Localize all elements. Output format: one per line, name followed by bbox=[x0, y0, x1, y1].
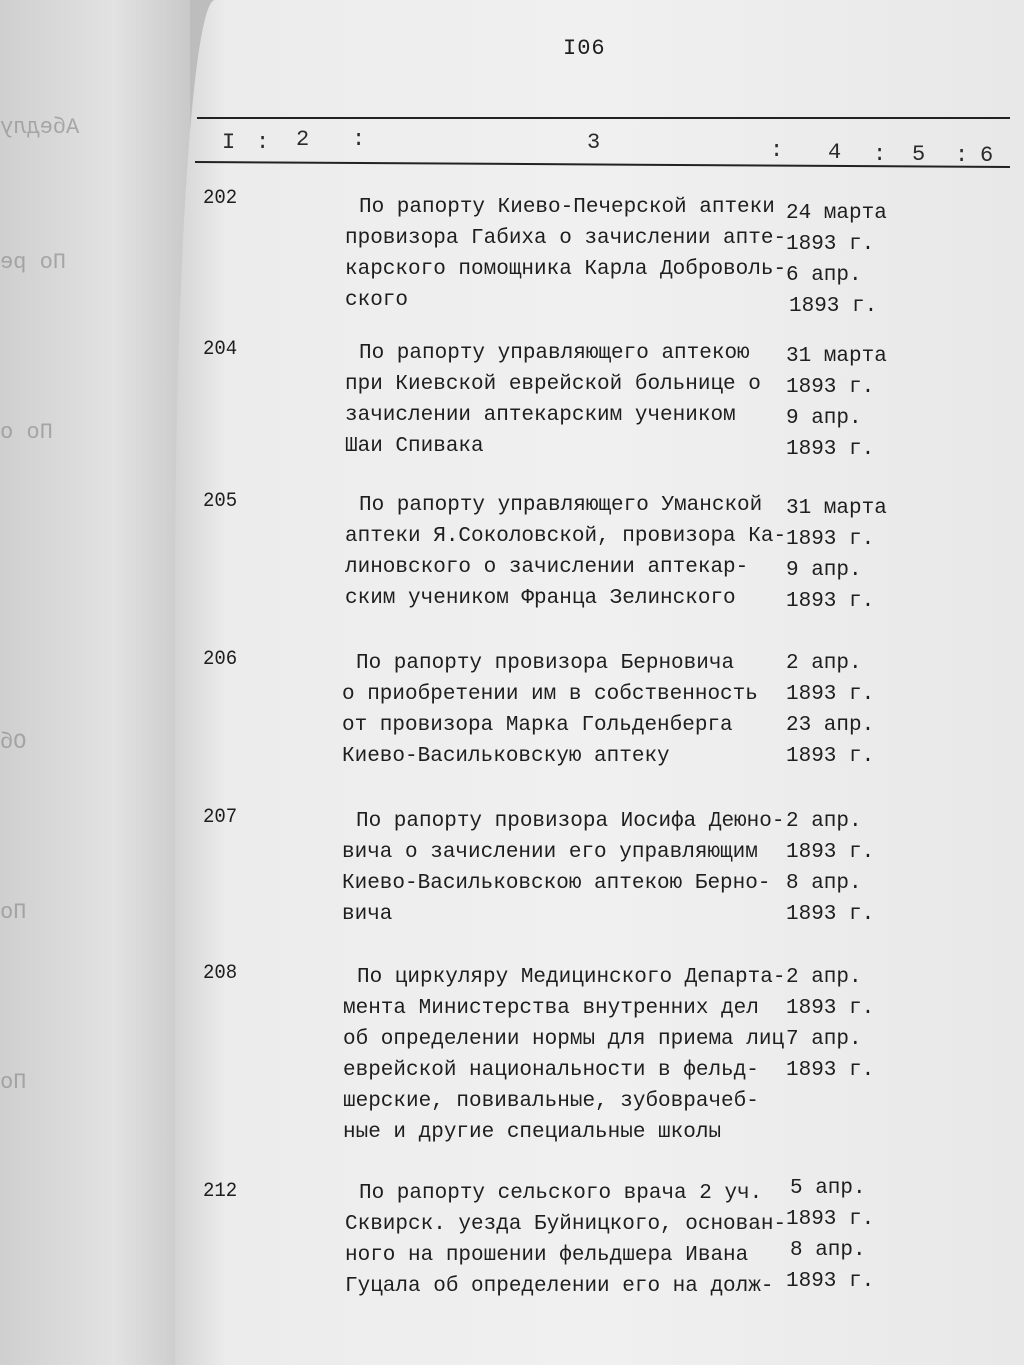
column-header-6: 6 bbox=[980, 143, 994, 168]
facing-page bbox=[0, 0, 190, 1365]
column-separator: : bbox=[955, 143, 969, 168]
entry-number: 205 bbox=[203, 490, 238, 513]
column-header-2: 2 bbox=[296, 127, 310, 152]
header-top-rule bbox=[197, 117, 1010, 119]
entry-description: По рапорту управляющего аптекою при Киевской еврейской больнице о зачислении аптекарским учеником Шаи Спивака bbox=[345, 342, 761, 458]
entry-number: 204 bbox=[203, 338, 238, 361]
bleed-through-text: По ре bbox=[0, 250, 67, 275]
column-header-4: 4 bbox=[828, 140, 842, 165]
entry-description: По рапорту Киево-Печерской аптеки провизора Габиха о зачислении апте- карского помощника Карла Доброволь- ского bbox=[345, 196, 787, 312]
entry-number: 202 bbox=[203, 187, 238, 210]
entry-description: По рапорту провизора Берновича о приобретении им в собственность от провизора Марка Гольденберга Киево-Васильковскую аптеку bbox=[342, 652, 758, 768]
entry-number: 212 bbox=[203, 1180, 238, 1203]
bleed-through-text: По bbox=[0, 900, 27, 925]
column-separator: : bbox=[873, 142, 887, 167]
entry-dates: 2 апр. 1893 г. 23 апр. 1893 г. bbox=[786, 652, 875, 768]
bleed-through-text: По bbox=[0, 1070, 27, 1095]
column-separator: : bbox=[770, 138, 784, 163]
entry-dates: 31 марта 1893 г. 9 апр. 1893 г. bbox=[786, 345, 887, 461]
column-header-1: I bbox=[222, 130, 236, 155]
bleed-through-text: По о bbox=[0, 420, 53, 445]
entry-description: По рапорту управляющего Уманской аптеки Я.Соколовской, провизора Ка- линовского о зачислении аптекар- ским учеником Франца Зелинского bbox=[345, 494, 787, 610]
entry-number: 206 bbox=[203, 648, 238, 671]
entry-dates: 31 марта 1893 г. 9 апр. 1893 г. bbox=[786, 497, 887, 613]
entry-dates: 5 апр. 1893 г. 8 апр. 1893 г. bbox=[786, 1177, 875, 1293]
column-separator: : bbox=[256, 130, 270, 155]
entry-dates: 2 апр. 1893 г. 8 апр. 1893 г. bbox=[786, 810, 875, 926]
entry-description: По рапорту провизора Иосифа Деюно- вича о зачислении его управляющим Киево-Васильковскою аптекою Берно- вича bbox=[342, 810, 785, 926]
entry-number: 207 bbox=[203, 806, 238, 829]
bleed-through-text: Абедлу bbox=[0, 115, 80, 140]
column-header-5: 5 bbox=[912, 142, 926, 167]
column-header-3: 3 bbox=[587, 130, 601, 155]
column-separator: : bbox=[352, 127, 366, 152]
entry-description: По рапорту сельского врача 2 уч. Сквирск. уезда Буйницкого, основан- ного на прошении фельдшера Ивана Гуцала об определении его на долж- bbox=[345, 1182, 787, 1298]
bleed-through-text: Об bbox=[0, 730, 27, 755]
entry-dates: 24 марта 1893 г. 6 апр. 1893 г. bbox=[786, 202, 887, 318]
entry-dates: 2 апр. 1893 г. 7 апр. 1893 г. bbox=[786, 966, 875, 1082]
page-number: I06 bbox=[563, 36, 606, 61]
entry-number: 208 bbox=[203, 962, 238, 985]
entry-description: По циркуляру Медицинского Департа- мента Министерства внутренних дел об определении нормы для приема лиц еврейской национальности в фельд- шерские, повивальные, зубоврачеб- ные и другие специальные школы bbox=[343, 966, 786, 1144]
